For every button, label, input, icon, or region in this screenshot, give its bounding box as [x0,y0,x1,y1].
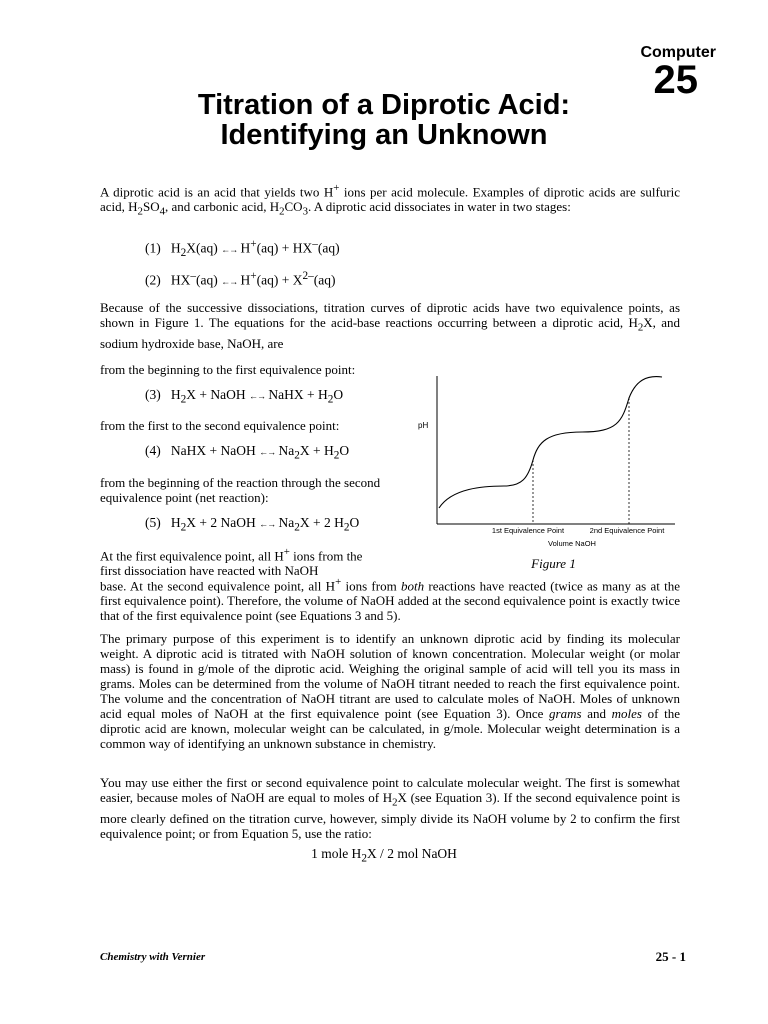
page-title [0,90,768,150]
tick-second-equivalence: 2nd Equivalence Point [589,526,665,535]
equilibrium-arrow-icon: ←→ [248,391,265,401]
title-line-1: Titration of a Diprotic Acid: [197,89,571,121]
method-paragraph: You may use either the first or second equivalence point to calculate molecular weight. The first is somewhat easier, because moles of NaOH are equal to moles of $H_2X$ (see Equation 3). If the second equivalence point is more clearly defined on the titration curve, however, simply divide its NaOH volume by 2 to confirm the first equivalence point; or from Equation 5, use the ratio: [100,775,681,841]
label-net-reaction: from the beginning of the reaction through the second equivalence point (net reaction): [100,475,381,505]
chapter-label: Computer [640,44,716,61]
equilibrium-arrow-icon: ←→ [259,519,276,529]
equilibrium-arrow-icon: ←→ [221,276,238,287]
chapter-number: 25 [653,58,698,102]
equation-2: (2) HX–(aq) ←→ $H^+(aq) + X^{2-}(aq)$ [145,270,336,288]
equilibrium-arrow-icon: ←→ [259,447,276,457]
footer-page-number: 25 - 1 [655,949,686,964]
title-line-2: Identifying an Unknown [220,119,548,151]
purpose-paragraph: The primary purpose of this experiment is to identify an unknown diprotic acid by finding its molecular weight. A diprotic acid is titrated with NaOH solution of known concentration. Molecular weight (or molar mass) is found in g/mole of the diprotic acid. Weighing the original sample of acid will tell you its mass in grams. Moles can be determined from the volume of NaOH titrant needed to reach the first equivalence point. The volume and the concentration of NaOH titrant are used to calculate moles of NaOH. Moles of unknown acid equal moles of NaOH at the first equivalence point (see Equation 3). Once grams and moles of the diprotic acid are known, molecular weight can be calculated, in g/mole. Molecular weight determination is a common way of identifying an unknown substance in chemistry. [100,631,680,751]
tick-first-equivalence: 1st Equivalence Point [491,526,565,535]
x-axis-label: Volume NaOH [548,539,596,548]
label-first-equivalence: from the beginning to the first equivalence point: [100,362,356,377]
equivalence-paragraph-rest: base. At the second equivalence point, all H+ ions from both reactions have reacted (twice as many as at the first equivalence point). Therefore, the volume of NaOH added at the second equivalence point is exactly twice that of the first equivalence point (see Equations 3 and 5). [100,576,680,624]
equivalence-paragraph-start: At the first equivalence point, all H+ ions from the first dissociation have reacted with NaOH [100,546,363,579]
equation-3: (3) $H_2X$ + NaOH ←→ NaHX + $H_2O$ [145,387,344,406]
equation-1: (1) $H_2X(aq)$ ←→ H+(aq) + HX–(aq) [145,238,340,260]
equation-5: (5) $H_2X + 2$ NaOH ←→ $Na_2X + 2$ $H_2O$ [145,515,360,534]
footer-book-title: Chemistry with Vernier [100,951,206,963]
label-second-equivalence: from the first to the second equivalence point: [100,418,340,433]
intro-paragraph: A diprotic acid is an acid that yields two H+ ions per acid molecule. Examples of diprotic acids are sulfuric acid, $H_2SO_4$, and carbonic acid, $H_2CO_3$. A diprotic acid dissociates in water in two stages: [100,182,680,218]
y-axis-label: pH [418,421,429,430]
mole-ratio: 1 mole $H_2X / 2$ mol NaOH [311,846,457,865]
equation-4: (4) NaHX + NaOH ←→ $Na_2X + H_2O$ [145,443,350,462]
figure-caption: Figure 1 [531,556,576,571]
dissociation-paragraph: Because of the successive dissociations, titration curves of diprotic acids have two equivalence points, as shown in Figure 1. The equations for the acid-base reactions occurring between a diprotic acid, $H_2X$, and sodium hydroxide base, NaOH, are [100,300,680,351]
equilibrium-arrow-icon: ←→ [221,244,238,255]
titration-curve [439,377,662,508]
titration-curve-figure [412,372,678,550]
